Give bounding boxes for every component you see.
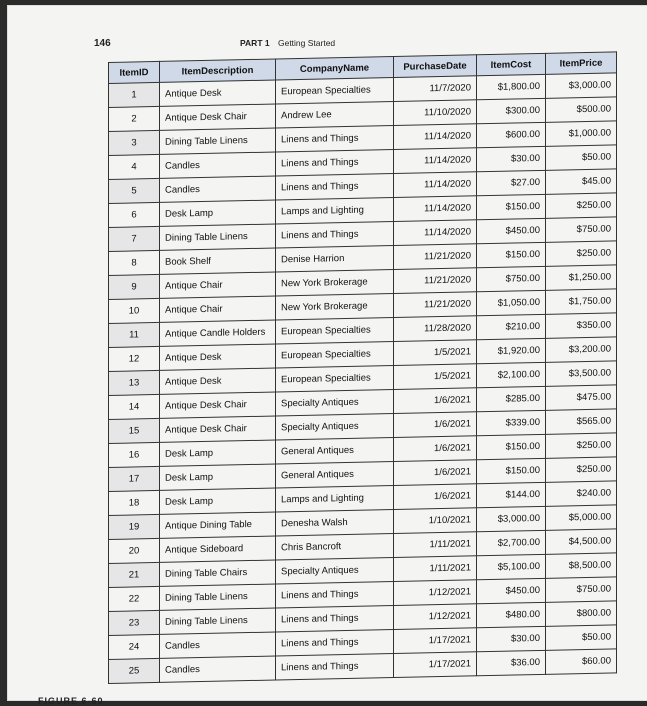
cell-item-description: Candles (160, 632, 276, 658)
cell-item-cost: $3,000.00 (477, 506, 546, 531)
cell-item-price: $1,250.00 (546, 265, 617, 290)
cell-item-price: $45.00 (546, 169, 617, 194)
cell-purchase-date: 1/6/2021 (394, 436, 477, 462)
cell-item-id: 16 (109, 442, 160, 467)
cell-item-price: $250.00 (546, 457, 617, 482)
cell-item-cost: $1,920.00 (477, 338, 546, 363)
cell-purchase-date: 11/21/2020 (394, 268, 477, 294)
cell-item-cost: $450.00 (477, 578, 546, 603)
cell-item-cost: $27.00 (477, 170, 546, 195)
cell-item-cost: $1,050.00 (477, 290, 546, 315)
cell-purchase-date: 1/10/2021 (394, 508, 477, 534)
cell-item-id: 3 (109, 130, 160, 155)
items-table (108, 51, 617, 684)
cell-purchase-date: 11/14/2020 (394, 220, 477, 246)
cell-item-description: Dining Table Linens (160, 608, 276, 634)
cell-item-description: Book Shelf (160, 248, 276, 274)
cell-company-name: Linens and Things (276, 126, 394, 152)
cell-item-id: 15 (109, 418, 160, 443)
cell-item-id: 17 (109, 466, 160, 491)
cell-item-id: 20 (109, 538, 160, 563)
cell-item-id: 10 (109, 298, 160, 323)
cell-item-cost: $144.00 (477, 482, 546, 507)
cell-company-name: General Antiques (276, 462, 394, 488)
cell-item-price: $3,500.00 (546, 361, 617, 386)
cell-company-name: General Antiques (276, 438, 394, 464)
cell-item-id: 12 (109, 346, 160, 371)
cell-item-description: Dining Table Chairs (160, 560, 276, 586)
header-item-price: ItemPrice (546, 52, 617, 74)
cell-item-description: Dining Table Linens (160, 584, 276, 610)
cell-item-description: Antique Desk (160, 80, 276, 106)
cell-item-id: 24 (109, 634, 160, 659)
cell-item-id: 4 (109, 154, 160, 179)
cell-item-cost: $150.00 (477, 242, 546, 267)
cell-item-cost: $750.00 (477, 266, 546, 291)
cell-item-price: $475.00 (546, 385, 617, 410)
cell-item-description: Antique Desk (160, 368, 276, 394)
cell-purchase-date: 1/6/2021 (394, 484, 477, 510)
cell-item-description: Antique Desk Chair (160, 416, 276, 442)
cell-purchase-date: 1/17/2021 (394, 628, 477, 654)
cell-item-price: $50.00 (546, 625, 617, 650)
cell-item-cost: $339.00 (477, 410, 546, 435)
cell-item-price: $50.00 (546, 145, 617, 170)
cell-company-name: Linens and Things (276, 630, 394, 656)
cell-purchase-date: 1/12/2021 (394, 580, 477, 606)
part-label: PART 1 (240, 38, 270, 48)
cell-item-description: Desk Lamp (160, 440, 276, 466)
cell-company-name: European Specialties (276, 342, 394, 368)
cell-item-cost: $5,100.00 (477, 554, 546, 579)
cell-company-name: Lamps and Lighting (276, 198, 394, 224)
cell-company-name: Lamps and Lighting (276, 486, 394, 512)
cell-item-price: $565.00 (546, 409, 617, 434)
cell-item-price: $750.00 (546, 217, 617, 242)
cell-item-cost: $600.00 (477, 122, 546, 147)
cell-item-description: Antique Chair (160, 296, 276, 322)
header-item-description: ItemDescription (160, 59, 276, 82)
cell-item-price: $1,000.00 (546, 121, 617, 146)
cell-company-name: Chris Bancroft (276, 534, 394, 560)
header-item-id: ItemID (109, 61, 160, 83)
cell-item-id: 9 (109, 274, 160, 299)
cell-purchase-date: 1/6/2021 (394, 388, 477, 414)
cell-item-description: Dining Table Linens (160, 128, 276, 154)
cell-item-id: 21 (109, 562, 160, 587)
cell-item-id: 13 (109, 370, 160, 395)
cell-company-name: Linens and Things (276, 582, 394, 608)
cell-purchase-date: 1/12/2021 (394, 604, 477, 630)
running-header (240, 38, 335, 48)
cell-item-id: 2 (109, 106, 160, 131)
cell-item-id: 6 (109, 202, 160, 227)
cell-purchase-date: 11/21/2020 (394, 292, 477, 318)
cell-item-price: $1,750.00 (546, 289, 617, 314)
header-company-name: CompanyName (276, 57, 394, 80)
cell-item-description: Candles (160, 656, 276, 682)
cell-item-id: 8 (109, 250, 160, 275)
cell-item-cost: $2,700.00 (477, 530, 546, 555)
cell-item-cost: $30.00 (477, 146, 546, 171)
cell-item-cost: $480.00 (477, 602, 546, 627)
cell-company-name: Linens and Things (276, 150, 394, 176)
cell-item-description: Desk Lamp (160, 488, 276, 514)
cell-item-description: Antique Desk (160, 344, 276, 370)
cell-item-id: 11 (109, 322, 160, 347)
cell-company-name: Specialty Antiques (276, 558, 394, 584)
cell-item-price: $250.00 (546, 241, 617, 266)
cell-purchase-date: 1/6/2021 (394, 460, 477, 486)
cell-item-cost: $2,100.00 (477, 362, 546, 387)
cell-purchase-date: 11/14/2020 (394, 148, 477, 174)
cell-purchase-date: 11/10/2020 (394, 100, 477, 126)
cell-item-cost: $150.00 (477, 434, 546, 459)
cell-item-description: Candles (160, 176, 276, 202)
cell-purchase-date: 11/7/2020 (394, 76, 477, 102)
section-title: Getting Started (277, 38, 336, 48)
cell-item-id: 14 (109, 394, 160, 419)
cell-item-id: 1 (109, 82, 160, 107)
cell-item-description: Antique Desk Chair (160, 392, 276, 418)
cell-item-cost: $210.00 (477, 314, 546, 339)
cell-item-id: 7 (109, 226, 160, 251)
cell-item-cost: $36.00 (477, 650, 546, 675)
cell-company-name: European Specialties (276, 366, 394, 392)
cell-company-name: European Specialties (276, 78, 394, 104)
book-page (8, 6, 647, 706)
cell-purchase-date: 1/5/2021 (394, 340, 477, 366)
cell-item-cost: $285.00 (477, 386, 546, 411)
cell-purchase-date: 11/28/2020 (394, 316, 477, 342)
cell-company-name: Linens and Things (276, 174, 394, 200)
cell-purchase-date: 1/11/2021 (394, 556, 477, 582)
cell-company-name: New York Brokerage (276, 270, 394, 296)
cell-item-price: $3,000.00 (546, 73, 617, 98)
cell-item-description: Antique Candle Holders (160, 320, 276, 346)
cell-item-id: 19 (109, 514, 160, 539)
cell-item-cost: $1,800.00 (477, 74, 546, 99)
cell-purchase-date: 1/17/2021 (394, 652, 477, 678)
cell-item-price: $60.00 (546, 649, 617, 674)
cell-company-name: Linens and Things (276, 654, 394, 680)
cell-item-description: Candles (160, 152, 276, 178)
cell-company-name: Specialty Antiques (276, 390, 394, 416)
cell-item-price: $250.00 (546, 433, 617, 458)
cell-item-cost: $150.00 (477, 194, 546, 219)
cell-item-id: 5 (109, 178, 160, 203)
cell-company-name: Denesha Walsh (276, 510, 394, 536)
cell-item-description: Desk Lamp (160, 200, 276, 226)
cell-item-id: 23 (109, 610, 160, 635)
cell-item-id: 25 (109, 658, 160, 683)
cell-item-description: Dining Table Linens (160, 224, 276, 250)
cell-item-cost: $150.00 (477, 458, 546, 483)
cell-company-name: Andrew Lee (276, 102, 394, 128)
cell-item-price: $500.00 (546, 97, 617, 122)
cell-item-id: 22 (109, 586, 160, 611)
cell-purchase-date: 11/14/2020 (394, 196, 477, 222)
table-container (108, 51, 617, 684)
cell-item-id: 18 (109, 490, 160, 515)
cell-purchase-date: 11/14/2020 (394, 172, 477, 198)
cell-item-price: $4,500.00 (546, 529, 617, 554)
cell-purchase-date: 1/11/2021 (394, 532, 477, 558)
cell-company-name: Linens and Things (276, 222, 394, 248)
figure-caption: FIGURE 6-60 (38, 696, 104, 706)
cell-company-name: European Specialties (276, 318, 394, 344)
cell-item-description: Antique Desk Chair (160, 104, 276, 130)
cell-item-cost: $300.00 (477, 98, 546, 123)
cell-item-description: Desk Lamp (160, 464, 276, 490)
cell-company-name: Denise Harrion (276, 246, 394, 272)
cell-item-price: $5,000.00 (546, 505, 617, 530)
header-item-cost: ItemCost (477, 53, 546, 75)
cell-item-price: $3,200.00 (546, 337, 617, 362)
cell-item-price: $250.00 (546, 193, 617, 218)
cell-item-description: Antique Chair (160, 272, 276, 298)
cell-purchase-date: 1/6/2021 (394, 412, 477, 438)
cell-item-description: Antique Sideboard (160, 536, 276, 562)
cell-item-description: Antique Dining Table (160, 512, 276, 538)
cell-purchase-date: 11/21/2020 (394, 244, 477, 270)
cell-purchase-date: 1/5/2021 (394, 364, 477, 390)
cell-item-price: $800.00 (546, 601, 617, 626)
cell-item-cost: $450.00 (477, 218, 546, 243)
cell-item-price: $240.00 (546, 481, 617, 506)
cell-company-name: Specialty Antiques (276, 414, 394, 440)
cell-purchase-date: 11/14/2020 (394, 124, 477, 150)
cell-item-price: $350.00 (546, 313, 617, 338)
cell-company-name: Linens and Things (276, 606, 394, 632)
cell-company-name: New York Brokerage (276, 294, 394, 320)
cell-item-price: $750.00 (546, 577, 617, 602)
cell-item-price: $8,500.00 (546, 553, 617, 578)
page-number: 146 (94, 38, 111, 49)
cell-item-cost: $30.00 (477, 626, 546, 651)
header-purchase-date: PurchaseDate (394, 55, 477, 78)
